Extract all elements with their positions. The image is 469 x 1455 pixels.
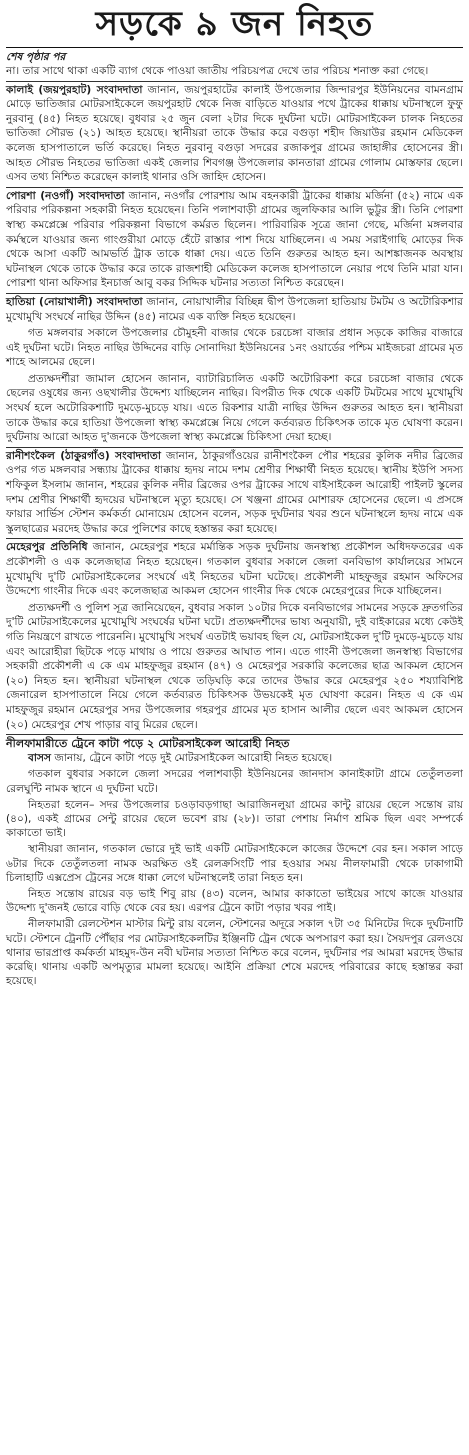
nilphamari-paragraph-2: গতকাল বুধবার সকালে জেলা সদরের পলাশবাড়ী ইউনিয়নের জানদাস কানাইকাটা গ্রামে তেতুঁলতলা রেলঘুন্টি নামক স্থানে এ দুর্ঘটনা ঘটে। — [6, 768, 463, 795]
intro-paragraph: না। তার সাথে থাকা একটি ব্যাগ থেকে পাওয়া জাতীয় পরিচয়পত্র দেখে তার পরিচয় শনাক্ত করা গেছে। — [6, 65, 429, 77]
hatiya-paragraph-2: গত মঙ্গলবার সকালে উপজেলার চৌমুহনী বাজার থেকে চরচেঙ্গা বাজার প্রধান সড়কে কাজির বাজারে এই দুর্ঘটনা ঘটে। নিহত নাছির উদ্দিনের বাড়ি সোনাদিয়া ইউনিয়নের ১নং ওয়ার্ডের পশ্চিম মাইজচরা গ্রামের মৃত শাহে আলমের ছেলে। — [6, 327, 463, 369]
nilphamari-dateline: বাসস — [28, 752, 51, 765]
kalai-body: জানান, জয়পুরহাটের কালাই উপজেলার জিন্দারপুর ইউনিয়নের বামনগ্রাম মোড়ে ভাতিজার মোটরসাইকেলে জয়পুরহাট থেকে নিজ বাড়িতে যাওয়ার পথে ট্রাকের ধাক্কায় ঘটনাস্থলে ফুফু নুরবানু (৪৫) নিহত হয়েছে। বুধবার ২৫ জুন বেলা ২টার দিকে দুর্ঘটনা ঘটে। মোটরসাইকেল চালক নিহতের ভাতিজা সৌরভ (২১) আহত হয়েছে। স্থানীয়রা তাকে উদ্ধার করে বগুড়া শহীদ জিয়াউর রহমান মেডিকেল কলেজ হাসপাতালে ভর্তি করেছে। নিহত নুরবানু বগুড়া সদরের রজাকপুর গ্রামের জাহাঙ্গীর হোসেনের স্ত্রী। আহত সৌরভ নিহতের ভাতিজা একই জেলার শিবগঞ্জ উপজেলার কানতারা গ্রামের গোলাম মোস্তফার ছেলে। এসব তথ্য নিশ্চিত করেছেন কালাই থানার ওসি জাহিদ হোসেন। — [6, 83, 463, 184]
nilphamari-paragraph-3: নিহতরা হলেন– সদর উপজেলার চওড়াবড়গাছা আরাজিনলুয়া গ্রামের কান্টু রায়ের ছেলে সন্তোষ রায় (৪০), একই গ্রামের সেন্টু রায়ের ছেলে ভবেশ রায় (২৮)। তারা পেশায় নির্মাণ শ্রমিক ছিল এবং সম্পর্কে কাকাতো ভাই। — [6, 798, 463, 840]
nilphamari-subheading: নীলফামারীতে ট্রেনে কাটা পড়ে ২ মোটরসাইকেল আরোহী নিহত — [6, 737, 290, 751]
nilphamari-paragraph-6: নীলফামারী রেলস্টেশন মাস্টার মিন্টু রায় বলেন, স্টেশনের অদূরে সকাল ৭টা ৩৫ মিনিটের দিকে দুর্ঘটনাটি ঘটে। স্টেশনে ট্রেনটি পৌঁছার পর মোটরসাইকেলটির ইঞ্জিনটি ট্রেন থেকে অপসারণ করা হয়। সৈয়দপুর রেলওয়ে থানার ভারপ্রাপ্ত কর্মকর্তা মাহমুদ-উন নবী ঘটনার সত্যতা নিশ্চিত করে বলেন, দুর্ঘটনার পর আমরা মরদেহ উদ্ধার করেছি। থানায় একটি অপমৃত্যুর মামলা হয়েছে। আইনি প্রক্রিয়া শেষে মরদেহ পরিবারের কাছে হস্তান্তর করা হয়েছে। — [6, 918, 463, 988]
ranisankail-dateline: রানীশংকৈল (ঠাকুরগাঁও) সংবাদদাতা — [6, 449, 161, 462]
section-divider — [6, 81, 463, 82]
ranisankail-body: জানান, ঠাকুরগাঁওয়ের রানীশংকৈল পৌর শহরের কুলিক নদীর ব্রিজের ওপর গত মঙ্গলবার সন্ধ্যায় ট্রাকের ধাক্কায় হৃদয় নামে দশম শ্রেণীর শিক্ষার্থী নিহত হয়েছে। স্থানীয় ইউপি সদস্য শফিকুল ইসলাম জানান, শহরের কুলিক নদীর ব্রিজের ওপর ট্রাকের সাথে বাইসাইকেল আরোহী পাইলট স্কুলের দশম শ্রেণীর শিক্ষার্থী হৃদয়ের ঘটনাস্থলে মৃত্যু হয়েছে। সে খঞ্জনা গ্রামের মোশারফ হোসেনের ছেলে। এ প্রসঙ্গে ফায়ার সার্ভিস স্টেশন কর্মকর্তা মোনায়েম হোসেন বলেন, সড়ক দুর্ঘটনার খবর শুনে ঘটনাস্থলে হৃদয় নামে এক স্কুলছাত্রের মরদেহ উদ্ধার করে পুলিশের কাছে হস্তান্তর করা হয়েছে। — [6, 449, 463, 535]
section-divider — [6, 447, 463, 448]
hatiya-dateline: হাতিয়া (নোয়াখালী) সংবাদদাতা — [6, 295, 143, 308]
meherpur-paragraph — [6, 540, 463, 598]
continuation-label: শেষ পৃষ্ঠার পর — [6, 51, 66, 63]
headline-rule — [6, 47, 463, 48]
porsha-body: জানান, নওগাঁর পোরশায় আম বহনকারী ট্রাকের ধাক্কায় মর্জিনা (৫২) নামে এক পরিবার পরিকল্পনা সহকারী নিহত হয়েছেন। তিনি পলাশবাড়ী গ্রামের জুলফিকার আলি ভুট্টুর স্ত্রী। তিনি পোরশা স্বাস্থ্য কমপ্লেক্সে পরিবার পরিকল্পনা বিভাগে কর্মরত ছিলেন। পারিবারিক সূত্রে জানা গেছে, মর্জিনা মঙ্গলবার কর্মস্থলে যাওয়ার জন্য গাংগুরীয়া মোড়ে হেঁটে রাস্তার পাশ দিয়ে যাচ্ছিলেন। এ সময় সরাইগাছি মোড়ের দিক থেকে আসা একটি আমভর্তি ট্রাক তাকে ধাক্কা দেয়। এতে তিনি গুরুতর আহত হন। আশঙ্কাজনক অবস্থায় ঘটনাস্থল থেকে তাকে উদ্ধার করে তাকে রাজশাহী মেডিকেল কলেজ হাসপাতালে নেয়ার পথে তিনি মারা যান। পোরশা থানা অফিসার ইনচার্জ আবু বকর সিদ্দিক ঘটনার সত্যতা নিশ্চিত করেছেন। — [6, 189, 463, 290]
meherpur-body: জানান, মেহেরপুর শহরে মর্মান্তিক সড়ক দুর্ঘটনায় জনস্বাস্থ্য প্রকৌশল অধিদফতরের এক প্রকৌশলী ও এক কলেজছাত্র নিহত হয়েছেন। গতকাল বুধবার সকালে জেলা বনবিভাগ কার্যালয়ের সামনে মুখোমুখি দু'টি মোটরসাইকেলের সংঘর্ষে এই নিহতের ঘটনা ঘটেছে। প্রকৌশলী মাহফুজুর রহমান অফিসের উদ্দেশ্যে গাংনীর দিকে এবং কলেজছাত্র আকমল হোসেন গাংনীর দিক থেকে মেহেরপুরের দিকে যাচ্ছিলেন। — [6, 541, 463, 598]
section-divider — [6, 187, 463, 188]
nilphamari-body: জানায়, ট্রেনে কাটা পড়ে দুই মোটরসাইকেল আরোহী নিহত হয়েছে। — [50, 752, 333, 765]
porsha-dateline: পোরশা (নওগাঁ) সংবাদদাতা — [6, 189, 125, 202]
section-divider — [6, 734, 463, 735]
section-divider — [6, 538, 463, 539]
nilphamari-paragraph-4: স্থানীয়রা জানান, গতকাল ভোরে দুই ভাই একটি মোটরসাইকেলে কাজের উদ্দেশে বের হন। সকাল সাড়ে ৬টার দিকে তেতুঁলতলা নামক অরক্ষিত ওই রেলক্রসিংটি পার হওয়ার সময় নীলফামারী থেকে ঢাকাগামী চিলাহাটি এক্সপ্রেস ট্রেনের সঙ্গে ধাক্কা লেগে ঘটনাস্থলেই তারা নিহত হন। — [6, 843, 463, 884]
kalai-dateline: কালাই (জয়পুরহাট) সংবাদদাতা — [6, 83, 143, 96]
ranisankail-paragraph — [6, 449, 463, 537]
nilphamari-paragraph-5: নিহত সন্তোষ রায়ের বড় ভাই শিবু রায় (৪৩) বলেন, আমার কাকাতো ভাইয়ের সাথে কাজে যাওয়ার উদ্দেশ্য দু'জনই ভোরে বাড়ি থেকে বের হয়। এরপর ট্রেনে কাটা পড়ার খবর পাই। — [6, 887, 463, 915]
headline: সড়কে ৯ জন নিহত — [95, 4, 374, 44]
meherpur-paragraph-2: প্রত্যক্ষদর্শী ও পুলিশ সূত্র জানিয়েছেন, বুধবার সকাল ১০টার দিকে বনবিভাগের সামনের সড়কে দ্রুতগতির দু'টি মোটরসাইকেলের মুখোমুখি সংঘর্ষের ঘটনা ঘটে। প্রত্যক্ষদর্শীদের ভাষ্য অনুযায়ী, দুই বাইকারের মধ্যে কেউই গতি নিয়ন্ত্রণে রাখতে পারেননি। মুখোমুখি সংঘর্ষ এতটাই ভয়াবহ ছিল যে, মোটরসাইকেল দু'টি দুমড়ে-মুচড়ে যায় এবং আরোহীরা ছিটকে পড়ে মাথায় ও পায়ে গুরুতর আঘাত পান। এতে গাংনী উপজেলা জনস্বাস্থ্য বিভাগের সহকারী প্রকৌশলী এ কে এম মাহফুজুর রহমান (৪৭) ও মেহেরপুর সরকারি কলেজের ছাত্র আকমল হোসেন (২০) নিহত হন। স্থানীয়রা ঘটনাস্থল থেকে তড়িঘড়ি করে তাদের উদ্ধার করে মেহেরপুর ২৫০ শয্যাবিশিষ্ট জেনারেল হাসপাতালে নিয়ে গেলে কর্তব্যরত চিকিৎসক উভয়কেই মৃত ঘোষণা করেন। নিহত এ কে এম মাহফুজুর রহমান মেহেরপুর সদর উপজেলার গহরপুর গ্রামের মৃত হাসান আলীর ছেলে এবং আকমল হোসেন (২০) মেহেরপুর শেখ পাড়ার বাবু মিরের ছেলে। — [6, 601, 463, 731]
hatiya-paragraph-3: প্রত্যক্ষদর্শীরা জামাল হোসেন জানান, ব্যাটারিচালিত একটি অটোরিকশা করে চরচেঙ্গা বাজার থেকে ছেলের ওষুধের জন্য ওছখালীর উদ্দেশ্য যাচ্ছিলেন নাছির। বিপরীত দিক থেকে একটি টমটমের সাথে মুখোমুখি সংঘর্ষ হলে অটোরিকশাটি দুমড়ে-মুচড়ে যায়। এতে রিকশার যাত্রী নাছির উদ্দিন গুরুতর আহত হন। স্থানীয়রা তাকে উদ্ধার করে হাতিয়া উপজেলা স্বাস্থ্য কমপ্লেক্সে নিয়ে গেলে কর্তব্যরত চিকিৎসক তাকে মৃত ঘোষণা করেন। দুর্ঘটনায় আরো আহত দু'জনকে উপজেলা স্বাস্থ্য কমপ্লেক্সে চিকিৎসা দেয়া হচ্ছে। — [6, 372, 463, 444]
section-divider — [6, 293, 463, 294]
hatiya-body: জানান, নোয়াখালীর বিচ্ছিন্ন দ্বীপ উপজেলা হাতিয়ায় টমটম ও অটোরিকশার মুখোমুখি সংঘর্ষে নাছির উদ্দিন (৪৫) নামের এক ব্যক্তি নিহত হয়েছেন। — [6, 295, 463, 323]
nilphamari-paragraph — [6, 751, 463, 765]
kalai-paragraph — [6, 83, 463, 185]
meherpur-dateline: মেহেরপুর প্রতিনিধি — [6, 541, 88, 554]
porsha-paragraph — [6, 189, 463, 291]
hatiya-paragraph — [6, 295, 463, 324]
